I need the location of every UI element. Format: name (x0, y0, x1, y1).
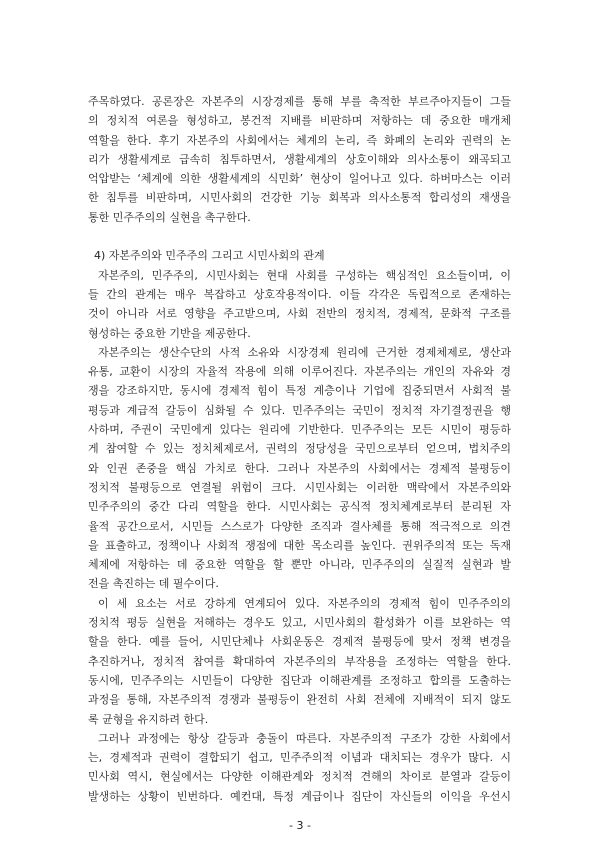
body-text-line: 자본주의, 민주주의, 시민사회는 현대 사회를 구성하는 핵심적인 요소들이며, 이 (98, 268, 511, 282)
body-text-line: 을 표출하고, 정책이나 사회적 쟁점에 대한 목소리를 높인다. 권위주의적 또는 독재 (88, 538, 511, 552)
carryover-paragraph (88, 92, 511, 227)
body-text-line: 는, 경제적과 권력이 결합되기 쉽고, 민주주의적 이념과 대치되는 경우가 많다. 시 (88, 751, 511, 765)
body-text-line: 그러나 과정에는 항상 갈등과 충돌이 따른다. 자본주의적 구조가 강한 사회에서 (98, 731, 511, 745)
body-text-line: 자본주의는 생산수단의 사적 소유와 시장경제 원리에 근거한 경제체제로, 생산과 (98, 345, 511, 359)
body-text-line: 게 참여할 수 있는 정치체제로서, 권력의 정당성을 국민으로부터 얻으며, 법치주의 (88, 442, 511, 456)
body-text-line: 억압받는 ‘체계에 의한 생활세계의 식민화’ 현상이 일어나고 있다. 하버마스는 이러 (88, 172, 511, 186)
body-text-line: 전을 촉진하는 데 필수이다. (88, 577, 219, 591)
body-text-line: 민사회 역시, 현실에서는 다양한 이해관계와 정치적 견해의 차이로 분열과 갈등이 (88, 770, 511, 784)
body-text-line: 와 인권 존중을 핵심 가치로 한다. 그러나 자본주의 사회에서는 경제적 불평등이 (88, 461, 511, 475)
body-text-line: 주목하였다. 공론장은 자본주의 시장경제를 통해 부를 축적한 부르주아지들이 그들 (88, 95, 511, 108)
paragraph (88, 729, 511, 806)
body-text-line: 한 침투를 비판하며, 시민사회의 건강한 기능 회복과 의사소통적 합리성의 재생을 (88, 191, 511, 205)
body-text-line: 것이 아니라 서로 영향을 주고받으며, 사회 전반의 정치적, 경제적, 문화적 구조를 (88, 307, 511, 321)
body-text-line: 역할을 한다. 후기 자본주의 사회에서는 체계의 논리, 즉 화폐의 논리와 권력의 논 (88, 133, 511, 147)
body-text-line: 사하며, 주권이 국민에게 있다는 원리에 기반한다. 민주주의는 모든 시민이 평등하 (88, 423, 511, 437)
body-text-line: 과정을 통해, 자본주의적 경쟁과 불평등이 완전히 사회 전체에 지배적이 되지 않도 (88, 693, 511, 707)
body-text-line: 체제에 저항하는 데 중요한 역할을 할 뿐만 아니라, 민주주의의 실질적 실현과 발 (88, 558, 511, 572)
body-text-line: 발생하는 상황이 빈번하다. 예컨대, 특정 계급이나 집단이 자신들의 이익을 우선시 (88, 789, 511, 803)
body-text-line: 록 균형을 유지하려 한다. (88, 712, 209, 726)
body-text-line: 유통, 교환이 시장의 자율적 작용에 의해 이루어진다. 자본주의는 개인의 자유와 경 (88, 365, 511, 379)
body-text-line: 쟁을 강조하지만, 동시에 경제적 힘이 특정 계층이나 기업에 집중되면서 사회적 불 (88, 384, 511, 398)
body-text-line: 추진하거나, 정치적 참여를 확대하여 자본주의의 부작용을 조정하는 역할을 한다. (88, 654, 511, 668)
body-text (88, 92, 511, 806)
body-text-line: 이 세 요소는 서로 강하게 연계되어 있다. 자본주의의 경제적 힘이 민주주의의 (98, 596, 511, 610)
section-heading: 4) 자본주의와 민주주의 그리고 시민사회의 관계 (94, 249, 325, 263)
body-text-line: 평등과 계급적 갈등이 심화될 수 있다. 민주주의는 국민이 정치적 자기결정권을 행 (88, 403, 511, 417)
body-text-line: 율적 공간으로서, 시민들 스스로가 다양한 조직과 결사체를 통해 적극적으로 의견 (88, 519, 511, 533)
body-text-line: 정치적 불평등으로 연결될 위험이 크다. 시민사회는 이러한 맥락에서 자본주의와 (88, 480, 511, 494)
body-text-line: 형성하는 중요한 기반을 제공한다. (88, 326, 251, 340)
paragraph (88, 266, 511, 343)
body-text-line: 통한 민주주의의 실현을 촉구한다. (88, 210, 251, 224)
body-text-line: 할을 한다. 예를 들어, 시민단체나 사회운동은 경제적 불평등에 맞서 정책 변경을 (88, 635, 511, 649)
body-text-line: 들 간의 관계는 매우 복잡하고 상호작용적이다. 이들 각각은 독립적으로 존재하는 (88, 287, 511, 301)
body-text-line: 동시에, 민주주의는 시민들이 다양한 집단과 이해관계를 조정하고 합의를 도출하는 (88, 673, 511, 687)
body-text-line: 의 정치적 여론을 형성하고, 봉건적 지배를 비판하며 저항하는 데 중요한 매개체 (88, 114, 511, 128)
paragraph (88, 343, 511, 594)
body-text-line: 리가 생활세계로 급속히 침투하면서, 생활세계의 상호이해와 의사소통이 왜곡되고 (88, 152, 511, 166)
paragraph (88, 594, 511, 729)
body-text-line: 민주주의의 중간 다리 역할을 한다. 시민사회는 공식적 정치체계로부터 분리된 자 (88, 500, 511, 514)
body-text-line: 정치적 평등 실현을 저해하는 경우도 있고, 시민사회의 활성화가 이를 보완하는 역 (88, 616, 511, 630)
page-number: - 3 - (289, 819, 311, 832)
